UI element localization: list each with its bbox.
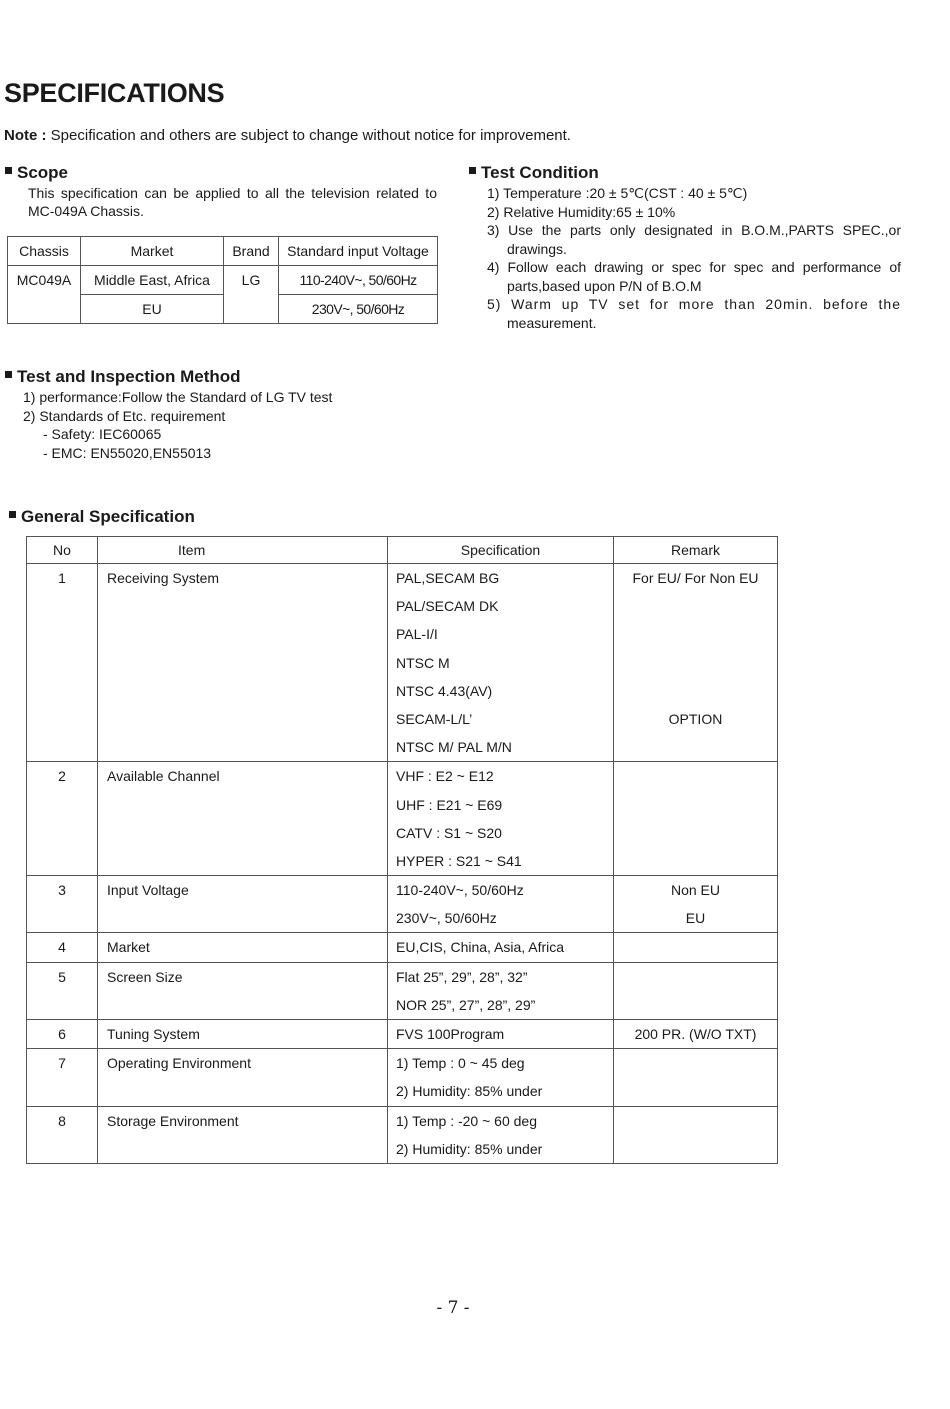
test-condition-item: 4) Follow each drawing or spec for spec and performance of [487, 259, 901, 275]
row-number: 2 [58, 768, 66, 785]
remark-cell [614, 1020, 778, 1049]
note-label: Note : [4, 127, 47, 144]
item-name: Input Voltage [107, 882, 189, 899]
specification-cell [388, 1106, 614, 1163]
specification-line: NOR 25”, 27”, 28”, 29” [396, 996, 536, 1013]
specification-line: 230V~, 50/60Hz [396, 910, 497, 927]
specification-header: Specification [388, 537, 614, 564]
chassis-value: MC049A [8, 266, 81, 324]
remark-cell [614, 762, 778, 876]
specification-line: UHF : E21 ~ E69 [396, 796, 503, 813]
market-value: Middle East, Africa [81, 266, 224, 295]
specification-line: 2) Humidity: 85% under [396, 1083, 543, 1100]
square-bullet-icon [5, 167, 12, 174]
remark-line [614, 847, 777, 875]
page-number: - 7 - [436, 1298, 470, 1318]
remark-line [614, 933, 777, 961]
item-name: Operating Environment [107, 1055, 251, 1072]
specification-line: 1) Temp : -20 ~ 60 deg [396, 1112, 537, 1129]
specification-line: NTSC M/ PAL M/N [396, 739, 512, 756]
specification-line: 110-240V~, 50/60Hz [396, 882, 524, 899]
row-number: 3 [58, 882, 66, 899]
table-row [27, 564, 778, 762]
scope-heading [5, 163, 68, 183]
no-header: No [27, 537, 98, 564]
specification-line: PAL-I/I [396, 626, 438, 643]
row-number: 6 [58, 1026, 66, 1042]
item-cell [98, 876, 388, 933]
test-method-heading [5, 367, 241, 387]
row-number: 7 [58, 1055, 66, 1072]
test-method-item: 1) performance:Follow the Standard of LG TV test [23, 389, 333, 405]
item-name: Market [107, 939, 150, 956]
remark-line [614, 1049, 777, 1077]
specification-line: NTSC M [396, 654, 450, 671]
remark-line [614, 791, 777, 819]
table-row [27, 933, 778, 962]
chassis-table [7, 236, 438, 324]
market-header: Market [81, 237, 224, 266]
remark-line [614, 963, 777, 991]
specification-line: 2) Humidity: 85% under [396, 1140, 543, 1157]
test-condition-item: parts,based upon P/N of B.O.M [507, 277, 702, 294]
specification-line: Flat 25”, 29”, 28”, 32” [396, 968, 528, 985]
test-method-item: 2) Standards of Etc. requirement [23, 407, 226, 424]
item-cell [98, 962, 388, 1019]
test-method-item: - Safety: IEC60065 [43, 426, 162, 442]
row-number: 5 [58, 968, 66, 985]
remark-line [614, 819, 777, 847]
specification-cell [388, 564, 614, 762]
remark-cell [614, 564, 778, 762]
specification-line: FVS 100Program [396, 1026, 505, 1042]
voltage-header: Standard input Voltage [279, 237, 438, 266]
specification-cell [388, 962, 614, 1019]
remark-cell [614, 876, 778, 933]
item-name: Receiving System [107, 570, 220, 586]
test-condition-item: 5) Warm up TV set for more than 20min. before the [487, 296, 901, 312]
specification-line: CATV : S1 ~ S20 [396, 824, 502, 841]
general-spec-table [26, 536, 778, 1164]
specification-line: 1) Temp : 0 ~ 45 deg [396, 1055, 525, 1072]
specification-line: PAL,SECAM BG [396, 570, 500, 586]
specification-line: NTSC 4.43(AV) [396, 682, 493, 699]
remark-line: EU [685, 910, 706, 927]
remark-cell [614, 962, 778, 1019]
remark-line: OPTION [668, 710, 723, 727]
item-cell [98, 1106, 388, 1163]
remark-cell [614, 1106, 778, 1163]
note [4, 127, 571, 144]
test-condition-item: 2) Relative Humidity:65 ± 10% [487, 203, 676, 220]
row-number-cell [27, 564, 98, 762]
table-row [27, 762, 778, 876]
remark-line [614, 677, 777, 705]
remark-line: Non EU [670, 882, 721, 899]
test-condition-heading-text: Test Condition [481, 163, 599, 182]
row-number-cell [27, 962, 98, 1019]
remark-line [614, 1107, 777, 1135]
remark-line: For EU/ For Non EU [632, 570, 759, 586]
item-header: Item [98, 537, 388, 564]
test-condition-item: measurement. [507, 314, 597, 331]
table-row [27, 962, 778, 1019]
row-number-cell [27, 1020, 98, 1049]
chassis-header: Chassis [8, 237, 81, 266]
table-row [27, 1049, 778, 1106]
item-cell [98, 1020, 388, 1049]
general-spec-heading [9, 507, 195, 527]
scope-heading-text: Scope [17, 163, 69, 182]
table-row [27, 876, 778, 933]
remark-line [614, 592, 777, 620]
test-method-item: - EMC: EN55020,EN55013 [43, 444, 212, 461]
test-condition-item: drawings. [507, 240, 567, 257]
specification-line: PAL/SECAM DK [396, 598, 499, 615]
row-number: 4 [58, 939, 66, 956]
item-name: Tuning System [107, 1026, 200, 1042]
item-name: Available Channel [107, 768, 220, 785]
row-number-cell [27, 876, 98, 933]
voltage-value: 110-240V~, 50/60Hz [279, 266, 438, 295]
specification-cell [388, 1020, 614, 1049]
specification-cell [388, 876, 614, 933]
voltage-value: 230V~, 50/60Hz [279, 295, 438, 324]
general-spec-heading-text: General Specification [21, 507, 195, 526]
remark-line [614, 620, 777, 648]
test-method-heading-text: Test and Inspection Method [17, 367, 241, 386]
row-number: 8 [58, 1112, 66, 1129]
specification-cell [388, 1049, 614, 1106]
scope-text-1: This specification can be applied to all the television related to [28, 185, 437, 201]
row-number-cell [27, 1049, 98, 1106]
square-bullet-icon [5, 371, 12, 378]
row-number-cell [27, 933, 98, 962]
test-condition-item: 1) Temperature :20 ± 5℃(CST : 40 ± 5℃) [487, 185, 748, 201]
brand-value: LG [224, 266, 279, 324]
scope-text-2: MC-049A Chassis. [28, 203, 144, 219]
table-row [27, 1020, 778, 1049]
specification-line: VHF : E2 ~ E12 [396, 768, 494, 785]
item-name: Storage Environment [107, 1112, 239, 1129]
remark-line [614, 649, 777, 677]
specification-cell [388, 933, 614, 962]
remark-line [614, 733, 777, 761]
test-condition-heading [469, 163, 599, 183]
remark-cell [614, 1049, 778, 1106]
remark-cell [614, 933, 778, 962]
square-bullet-icon [469, 167, 476, 174]
remark-line [614, 1077, 777, 1105]
remark-line [614, 991, 777, 1019]
item-cell [98, 762, 388, 876]
brand-header: Brand [224, 237, 279, 266]
item-name: Screen Size [107, 968, 183, 985]
remark-line [614, 762, 777, 790]
specification-line: HYPER : S21 ~ S41 [396, 852, 522, 869]
market-value: EU [81, 295, 224, 324]
item-cell [98, 933, 388, 962]
table-row [27, 1106, 778, 1163]
remark-header: Remark [614, 537, 778, 564]
item-cell [98, 1049, 388, 1106]
item-cell [98, 564, 388, 762]
test-condition-item: 3) Use the parts only designated in B.O.M.,PARTS SPEC.,or [487, 222, 901, 238]
row-number-cell [27, 762, 98, 876]
page-title: SPECIFICATIONS [4, 78, 225, 108]
square-bullet-icon [9, 511, 16, 518]
specification-line: EU,CIS, China, Asia, Africa [396, 939, 565, 956]
remark-line: 200 PR. (W/O TXT) [634, 1026, 757, 1042]
note-text: Specification and others are subject to change without notice for improvement. [46, 127, 571, 144]
row-number-cell [27, 1106, 98, 1163]
remark-line [614, 1135, 777, 1163]
row-number: 1 [58, 570, 66, 586]
specification-line: SECAM-L/L’ [396, 710, 473, 727]
specification-cell [388, 762, 614, 876]
